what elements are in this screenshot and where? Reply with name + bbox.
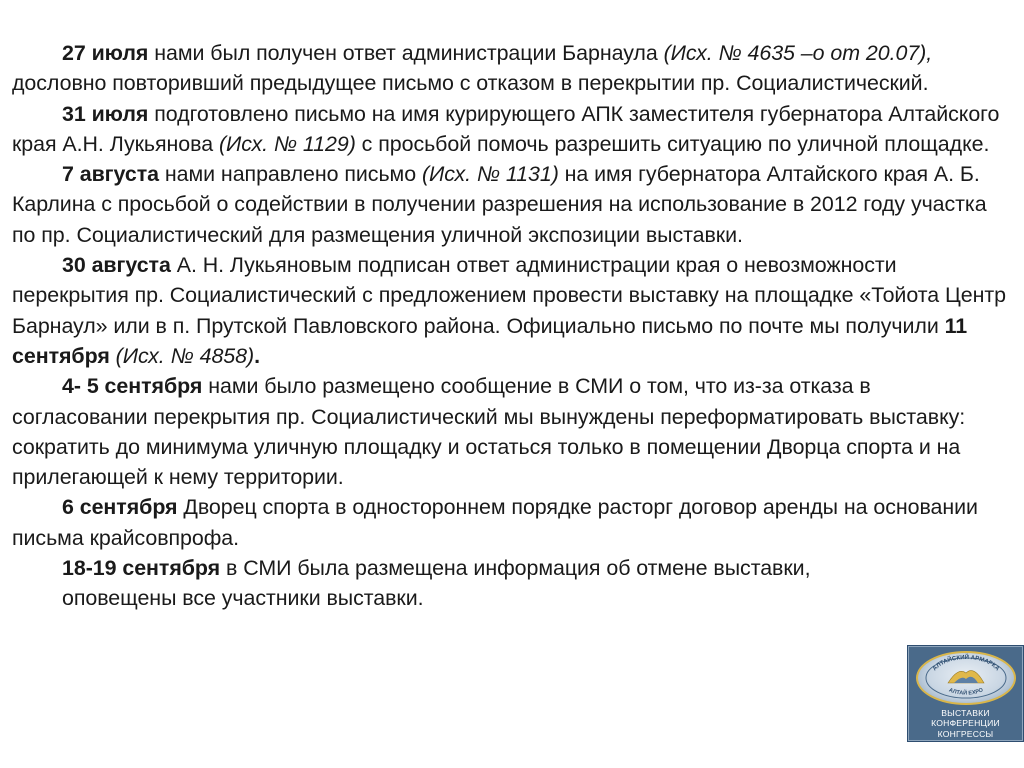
letter-reference: (Исх. № 1129) [218, 131, 356, 156]
paragraph-text: в СМИ была размещена информация об отмене выставки, оповещены все участники выставки. [62, 556, 811, 611]
svg-text:АЛТАЙСКИЙ АРМАРКА: АЛТАЙСКИЙ АРМАРКА [931, 654, 1000, 673]
period: . [254, 343, 260, 368]
svg-text:АЛТАЙ ЕХРО: АЛТАЙ ЕХРО [947, 687, 984, 697]
paragraph-text: на имя губернатора Алтайского края А. Б. Карлина с просьбой о содействии в получении разрешения на использование в 2012 году участка по пр. Социалистический для размещения уличной экспозиции выставки. [12, 162, 987, 247]
letter-reference: (Исх. № 1131) [421, 162, 559, 187]
paragraph-text: подготовлено письмо на имя курирующего АПК заместителя губернатора Алтайского края А.Н. Лукьянова [12, 101, 1000, 156]
paragraph-text: с просьбой помочь разрешить ситуацию по уличной площадке. [355, 131, 990, 156]
date-label: 7 августа [62, 162, 159, 187]
logo-caption-line: ВЫСТАВКИ [941, 708, 990, 718]
logo-caption [931, 708, 1000, 739]
logo-caption-line: КОНГРЕССЫ [937, 728, 994, 739]
paragraph-18-19-september [62, 553, 922, 614]
letter-reference: (Исх. № 4858) [115, 343, 255, 368]
paragraph-text: нами направлено письмо [158, 162, 422, 187]
date-label: 27 июля [62, 41, 149, 65]
paragraph-4-5-september [12, 371, 1012, 492]
paragraph-text: А. Н. Лукьяновым подписан ответ администрации края о невозможности перекрытия пр. Социалистический с предложением провести выставку на площадке «Тойота Центр Барнаул» или в п. Прутской Павловского района. Официально письмо по почте мы получили [12, 253, 1006, 338]
paragraph-text: нами было размещено сообщение в СМИ о том, что из-за отказа в согласовании перекрытия пр. Социалистический мы вынуждены переформатировать выставку: сократить до минимума уличную площадку и остаться только в помещении Дворца спорта и на прилегающей к нему территории. [12, 374, 966, 490]
date-label: 4- 5 сентября [62, 374, 203, 399]
date-label: 11 сентября [12, 313, 968, 368]
paragraph-text: нами был получен ответ администрации Барнаула [148, 41, 664, 65]
paragraph-text: дословно повторивший предыдущее письмо с отказом в перекрытии пр. Социалистический. [12, 71, 929, 96]
date-label: 18-19 сентября [62, 556, 221, 581]
paragraph-text: Дворец спорта в одностороннем порядке расторг договор аренды на основании письма крайсовпрофа. [12, 495, 978, 550]
paragraph-30-august [12, 250, 1012, 371]
emblem-graphic-icon [918, 653, 1014, 703]
date-label: 30 августа [62, 253, 171, 278]
paragraph-7-august [12, 159, 1012, 250]
paragraph-6-september [12, 492, 1012, 553]
date-label: 6 сентября [62, 495, 178, 520]
text-body [12, 38, 1012, 614]
letter-reference: (Исх. № 4635 –о от 20.07), [663, 41, 933, 65]
logo-emblem [916, 651, 1016, 705]
paragraph-31-july [12, 99, 1012, 160]
date-label: 31 июля [62, 101, 149, 126]
altai-expo-logo [907, 645, 1024, 742]
logo-caption-line: КОНФЕРЕНЦИИ [931, 718, 1000, 729]
paragraph-27-july [12, 38, 1012, 99]
